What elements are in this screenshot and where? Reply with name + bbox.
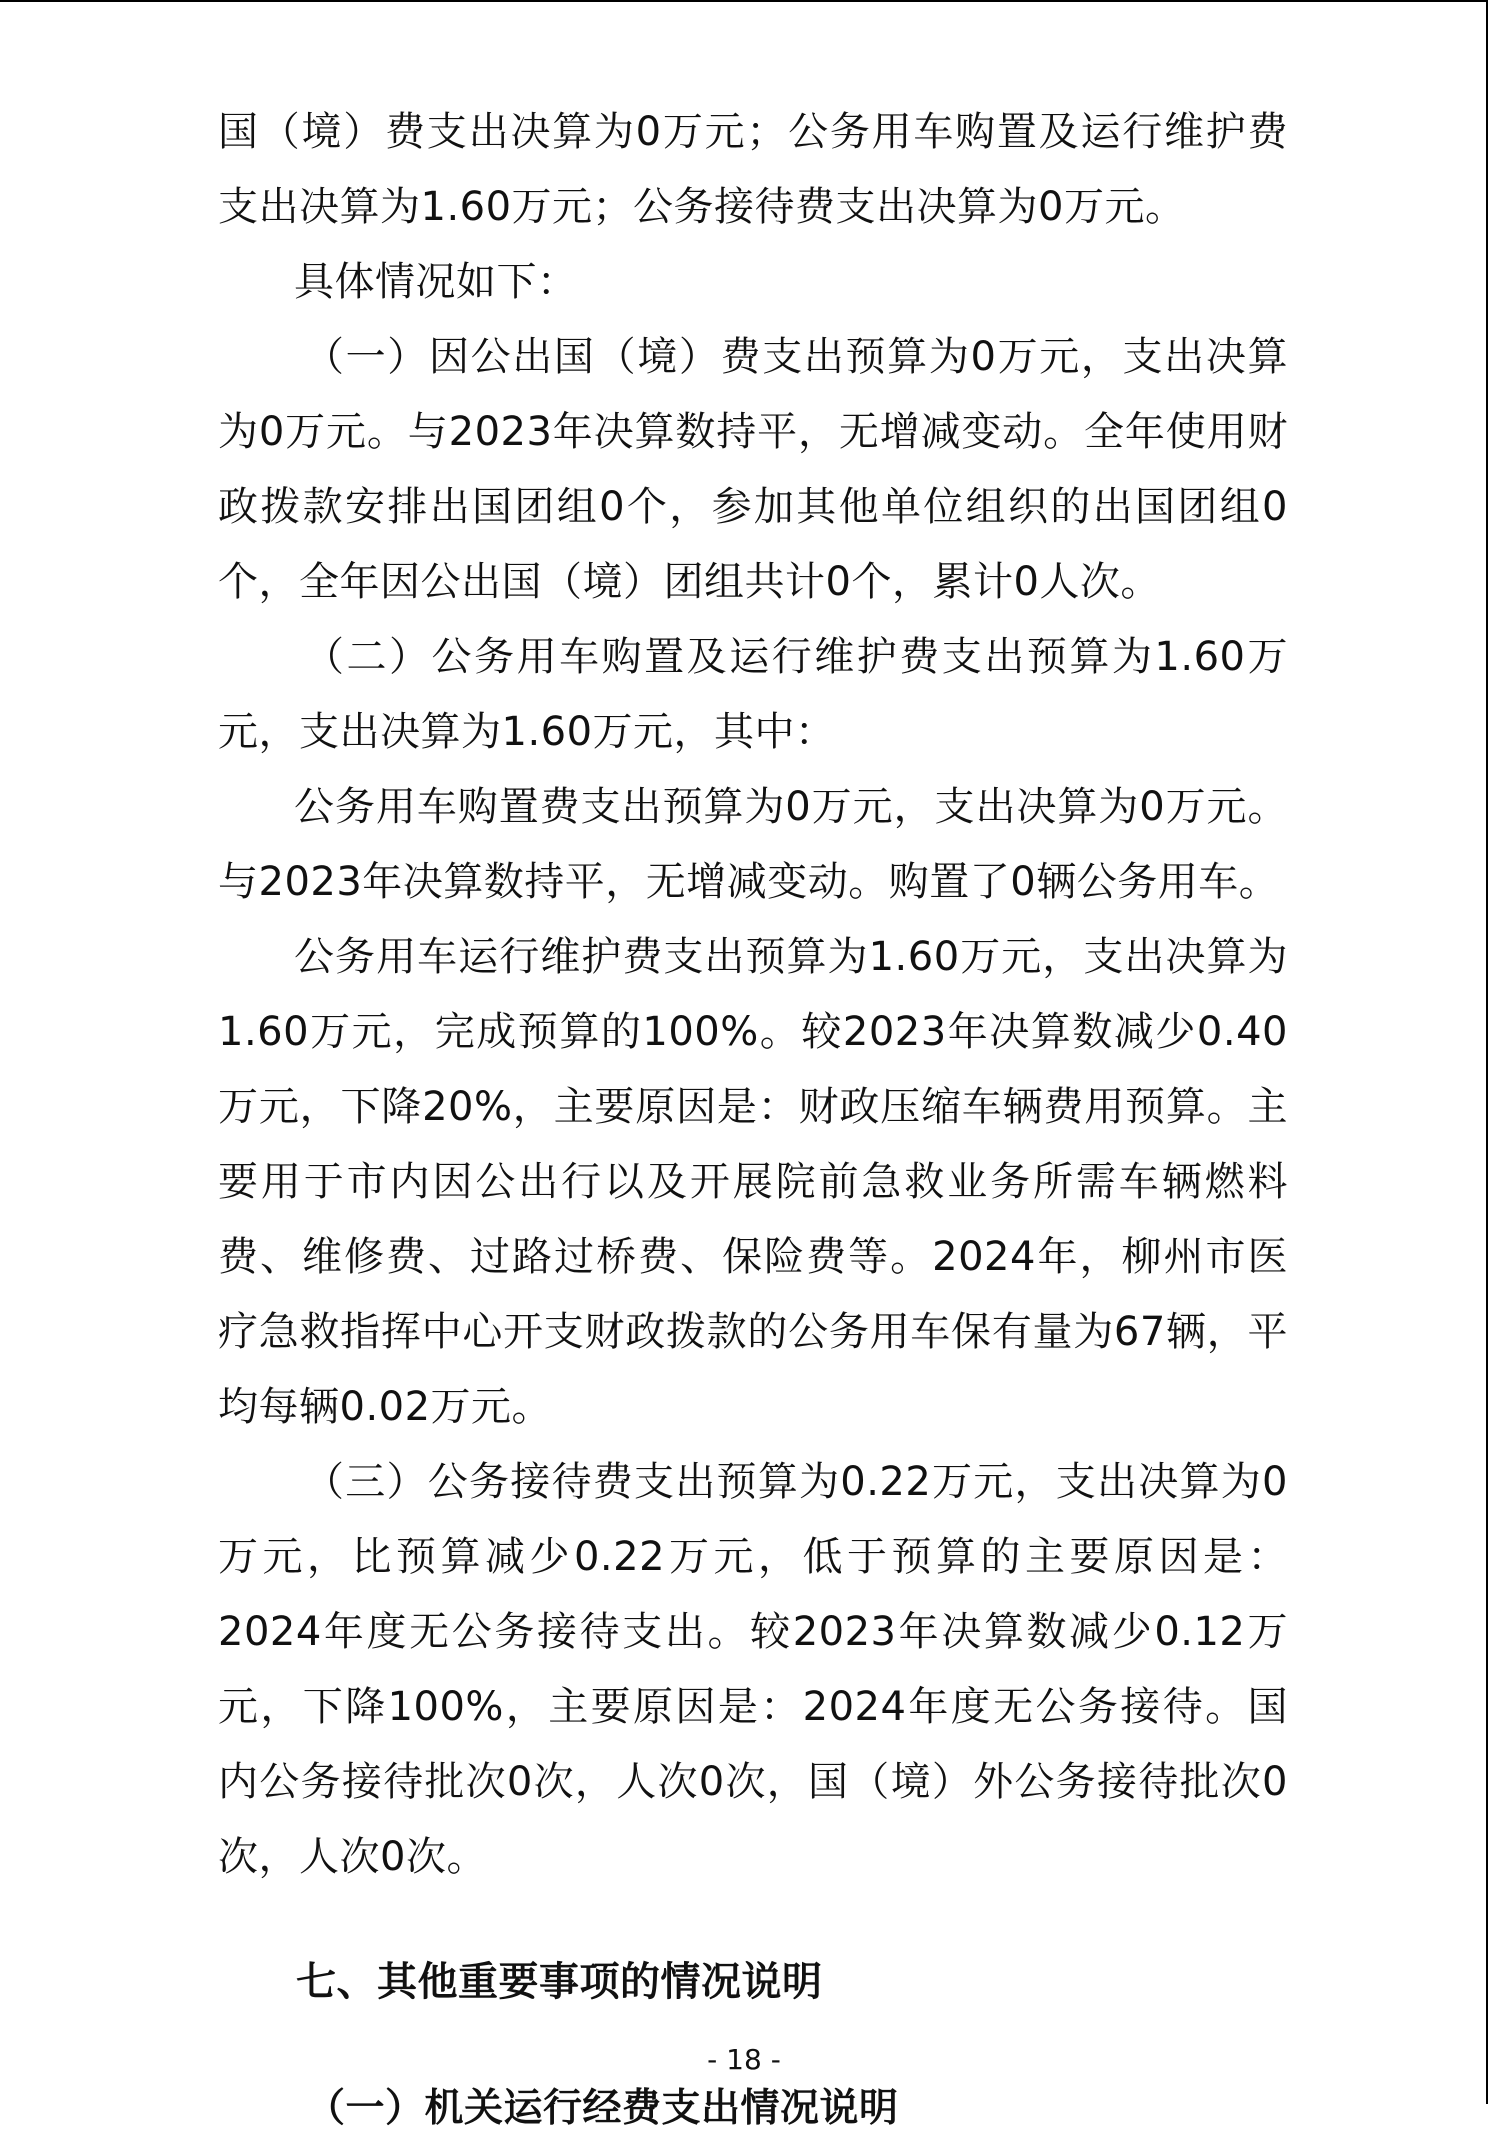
paragraph-reception: （三）公务接待费支出预算为0.22万元，支出决算为0万元，比预算减少0.22万元，低于预算的主要原因是：2024年度无公务接待支出。较2023年决算数减少0.12万元，下降100%，主要原因是：2024年度无公务接待。国内公务接待批次0次，人次0次，国（境）外公务接待批次0次，人次0次。 <box>218 1459 1288 1880</box>
paragraph-vehicle-maintenance: 公务用车运行维护费支出预算为1.60万元，支出决算为1.60万元，完成预算的100%。较2023年决算数减少0.40万元，下降20%，主要原因是：财政压缩车辆费用预算。主要用于市内因公出行以及开展院前急救业务所需车辆燃料费、维修费、过路过桥费、保险费等。2024年，柳州市医疗急救指挥中心开支财政拨款的公务用车保有量为67辆，平均每辆0.02万元。 <box>218 934 1288 1430</box>
paragraph-continuation: 国（境）费支出决算为0万元；公务用车购置及运行维护费支出决算为1.60万元；公务接待费支出决算为0万元。 <box>218 109 1288 230</box>
sub-heading: （一）机关运行经费支出情况说明 <box>306 2086 899 2131</box>
paragraph-overseas-travel: （一）因公出国（境）费支出预算为0万元，支出决算为0万元。与2023年决算数持平，无增减变动。全年使用财政拨款安排出国团组0个，参加其他单位组织的出国团组0个，全年因公出国（境）团组共计0个，累计0人次。 <box>218 334 1288 605</box>
top-border-line <box>0 0 1488 2</box>
page-number: - 18 - <box>707 2043 781 2076</box>
section-heading: 七、其他重要事项的情况说明 <box>296 1959 823 2005</box>
paragraph-vehicle-purchase: 公务用车购置费支出预算为0万元，支出决算为0万元。与2023年决算数持平，无增减变动。购置了0辆公务用车。 <box>218 784 1288 905</box>
document-page <box>218 95 1288 2146</box>
paragraph-details-intro: 具体情况如下： <box>294 259 578 305</box>
paragraph-vehicle-costs: （二）公务用车购置及运行维护费支出预算为1.60万元，支出决算为1.60万元，其中： <box>218 634 1288 755</box>
